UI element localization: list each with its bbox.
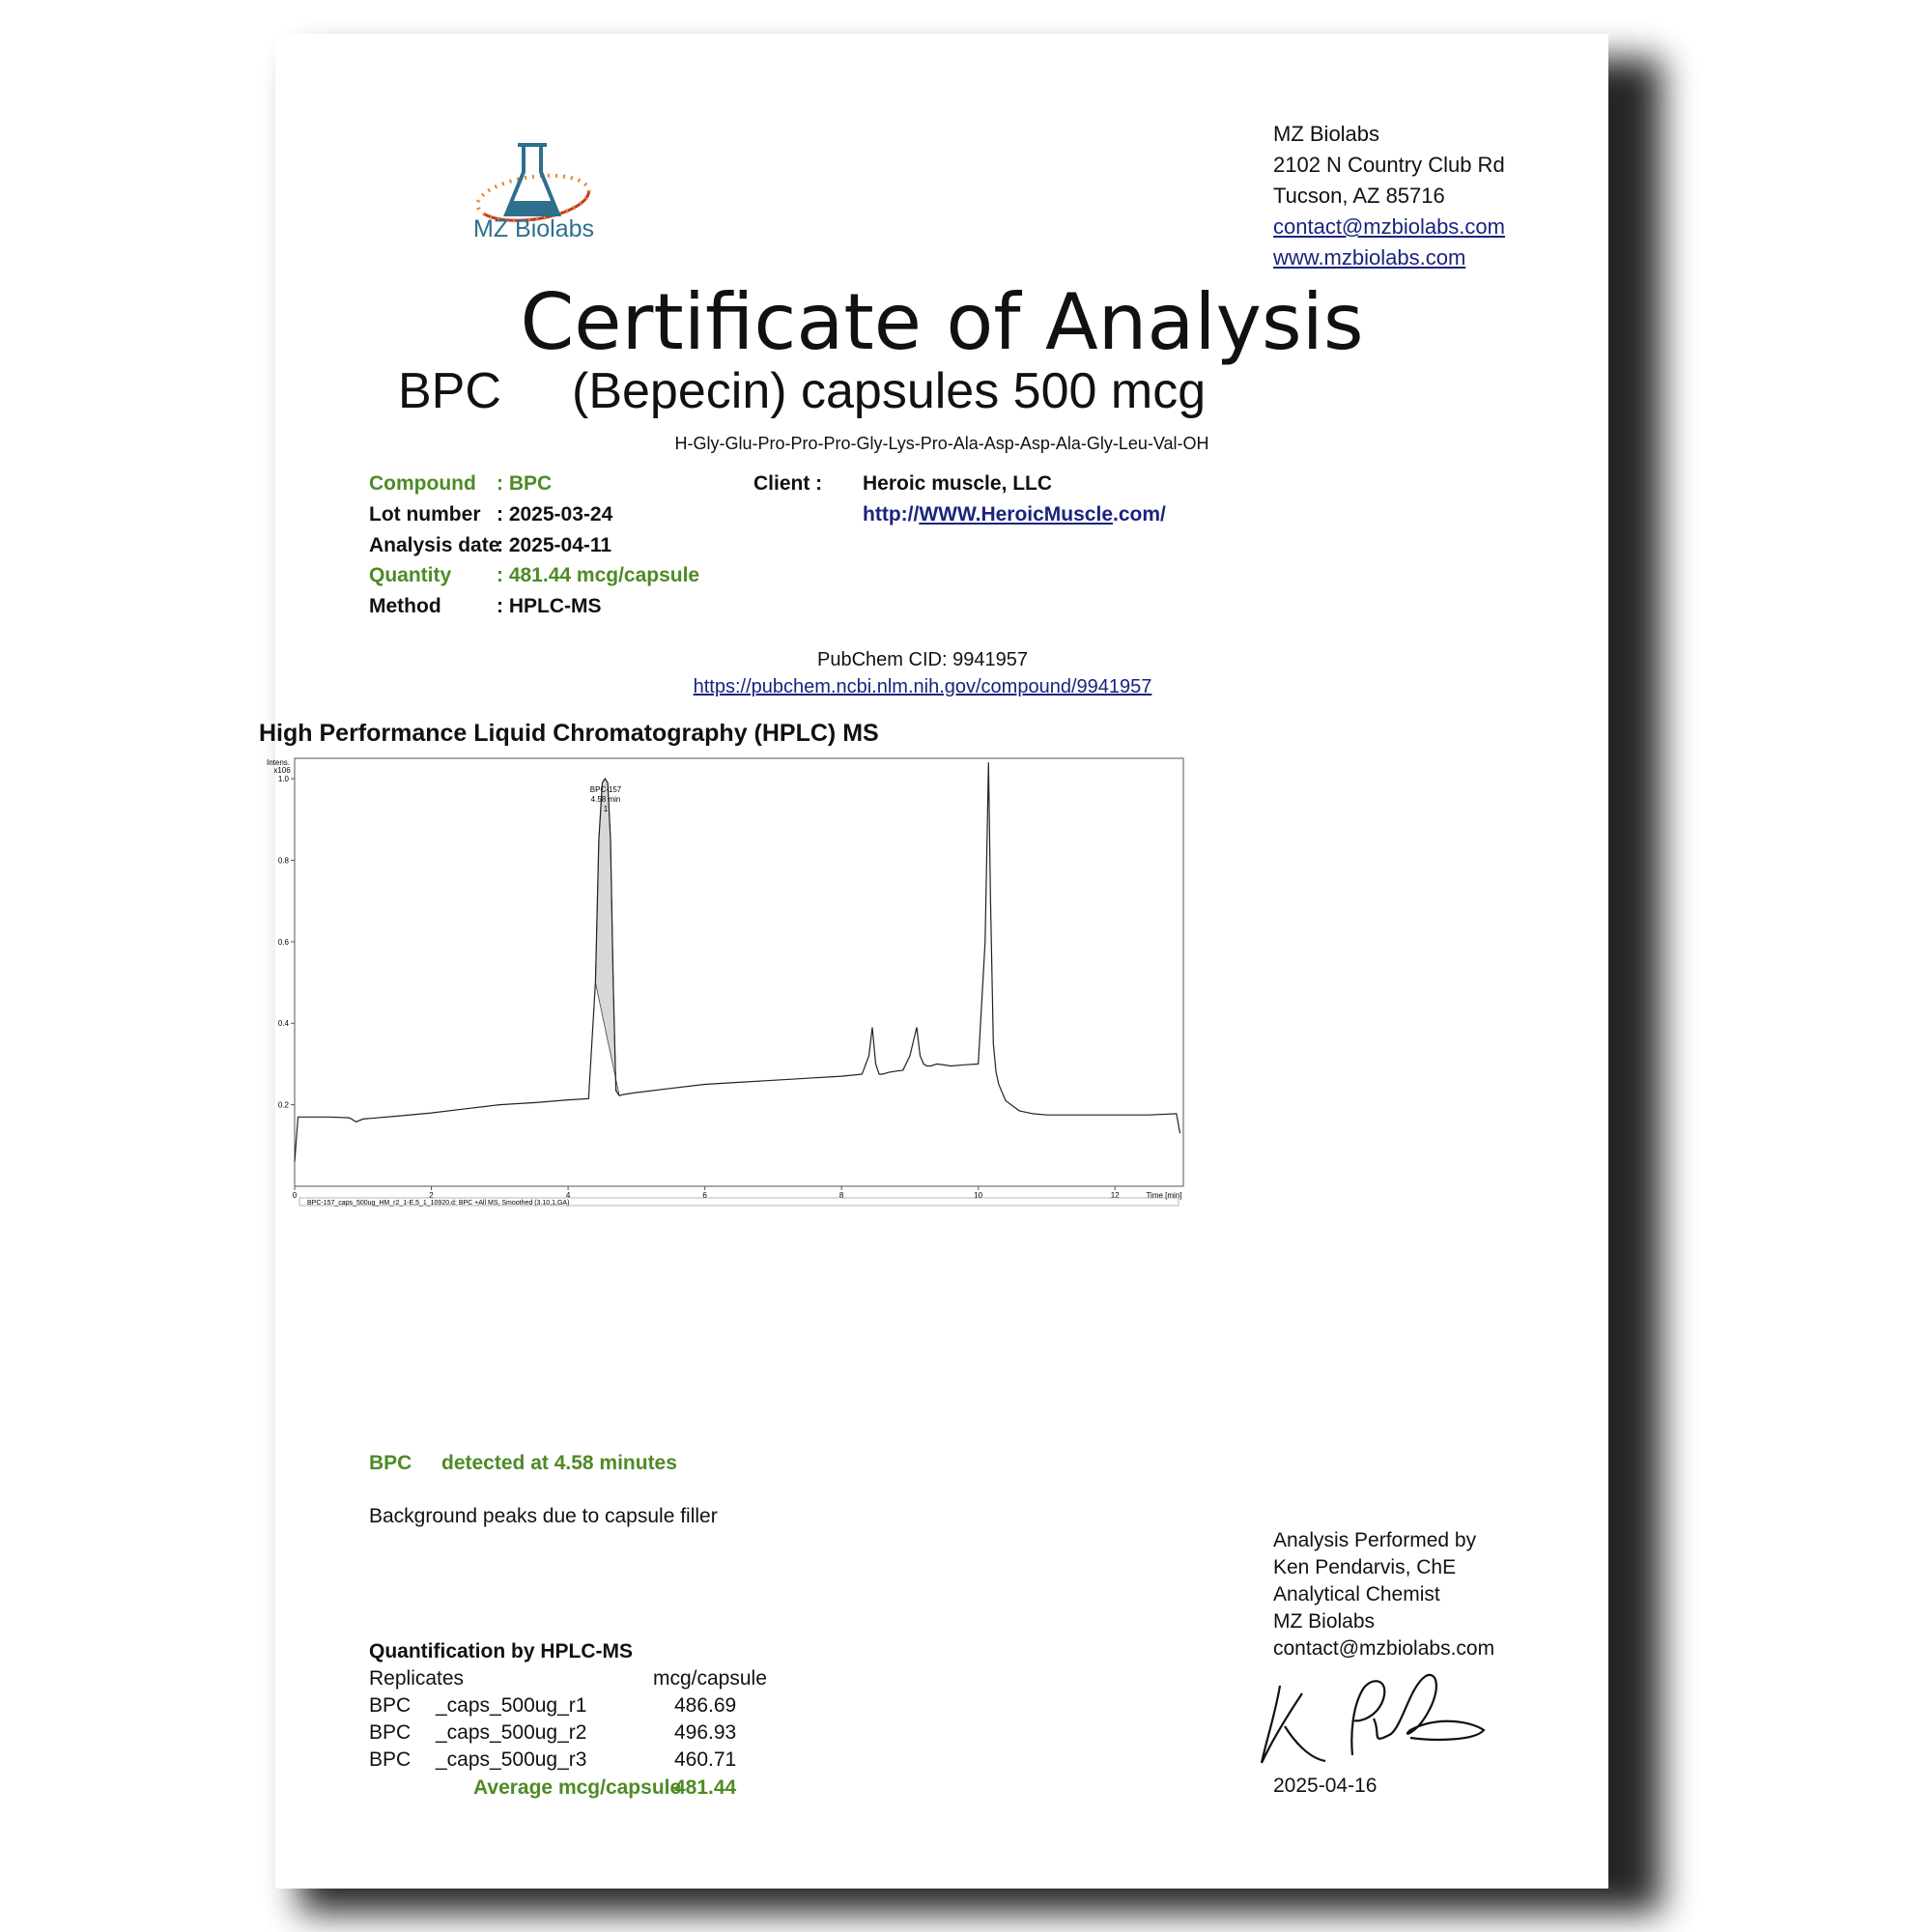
table-row-name: _caps_500ug_r1 [436,1694,587,1717]
subtitle-product: (Bepecin) capsules 500 mcg [572,363,1207,419]
pubchem-cid: PubChem CID: 9941957 [817,649,1028,670]
quant-title: Quantification by HPLC-MS [369,1640,633,1662]
method-label: Method [369,595,441,617]
analyst-line-2: Ken Pendarvis, ChE [1273,1556,1457,1578]
subtitle-compound: BPC [398,363,501,419]
signature-date: 2025-04-16 [1273,1775,1378,1797]
page-title: Certificate of Analysis [520,277,1364,367]
peak-annotation-number: 1 [603,805,609,813]
table-row-value: 486.69 [674,1694,737,1717]
lab-email-link[interactable]: contact@mzbiolabs.com [1273,214,1505,239]
table-row-name: _caps_500ug_r2 [436,1721,587,1744]
signature-icon [1256,1666,1497,1773]
detection-compound: BPC [369,1452,412,1474]
average-value: 481.44 [674,1776,737,1799]
logo-text: MZ Biolabs [473,215,595,242]
method-value: : HPLC-MS [497,595,602,617]
x-axis-label: Time [min] [1146,1191,1182,1200]
date-value: : 2025-04-11 [497,534,612,556]
peak-annotation-name: BPC-157 [589,785,622,794]
pubchem-link[interactable]: https://pubchem.ncbi.nlm.nih.gov/compound/9941957 [693,676,1152,697]
x-tick-label: 4 [565,1191,571,1200]
lab-city: Tucson, AZ 85716 [1273,184,1445,208]
analyst-line-3: Analytical Chemist [1273,1583,1440,1605]
y-tick-label: 0.4 [277,1019,289,1029]
client-label: Client : [753,472,823,495]
x-tick-label: 12 [1110,1191,1120,1200]
chart-legend: BPC-157_caps_500ug_HM_r2_1-E,5_1_10920.d: BPC +All MS, Smoothed (3.10,1,GA) [307,1200,570,1207]
background-note: Background peaks due to capsule filler [369,1505,718,1527]
analyst-line-5: contact@mzbiolabs.com [1273,1637,1495,1660]
client-url-link[interactable]: http://WWW.HeroicMuscle.com/ [863,503,1166,526]
table-row-value: 460.71 [674,1748,737,1771]
analyst-line-4: MZ Biolabs [1273,1610,1376,1633]
date-label: Analysis date [369,534,500,556]
chromatogram-trace [295,762,1180,1161]
table-row-value: 496.93 [674,1721,737,1744]
hplc-title: High Performance Liquid Chromatography (HPLC) MS [259,720,879,747]
x-tick-label: 0 [292,1191,298,1200]
lot-value: : 2025-03-24 [497,503,613,526]
client-name: Heroic muscle, LLC [863,472,1053,495]
analyst-block [1273,1527,1494,1662]
y-axis-label-line2: x106 [273,766,291,775]
table-row-prefix: BPC [369,1748,412,1771]
y-tick-label: 1.0 [277,775,289,784]
x-tick-label: 10 [974,1191,983,1200]
peak-annotation [590,785,622,813]
pubchem-link-wrapper [256,676,1589,698]
lot-label: Lot number [369,503,481,526]
quant-col-replicates: Replicates [369,1667,465,1690]
y-tick-label: 0.8 [277,856,289,866]
lab-name: MZ Biolabs [1273,122,1380,146]
x-tick-label: 2 [429,1191,434,1200]
bpc-peak-area [595,779,619,1095]
y-tick-label: 0.6 [277,937,289,947]
analyst-line-1: Analysis Performed by [1273,1529,1477,1551]
quantity-label: Quantity [369,564,452,586]
quant-col-unit: mcg/capsule [653,1667,767,1690]
table-row-prefix: BPC [369,1694,412,1717]
peptide-sequence: H-Gly-Glu-Pro-Pro-Pro-Gly-Lys-Pro-Ala-Asp-Asp-Ala-Gly-Leu-Val-OH [674,434,1209,453]
average-label: Average mcg/capsule [473,1776,682,1799]
y-tick-label: 0.2 [277,1100,289,1110]
lab-street: 2102 N Country Club Rd [1273,153,1505,177]
table-row-name: _caps_500ug_r3 [436,1748,587,1771]
certificate-page [259,34,1608,1889]
lab-address [1273,119,1505,273]
hplc-chromatogram [251,753,1188,1217]
x-tick-label: 8 [838,1191,844,1200]
plot-frame [295,758,1183,1186]
x-tick-label: 6 [702,1191,707,1200]
quantity-value: : 481.44 mcg/capsule [497,564,700,586]
peak-annotation-time: 4.58 min [590,795,621,804]
table-row-prefix: BPC [369,1721,412,1744]
lab-website-link[interactable]: www.mzbiolabs.com [1273,245,1466,270]
detection-text: detected at 4.58 minutes [441,1452,677,1474]
compound-value: : BPC [497,472,553,495]
y-axis-label-line1: Intens. [266,758,291,767]
compound-label: Compound [369,472,476,495]
